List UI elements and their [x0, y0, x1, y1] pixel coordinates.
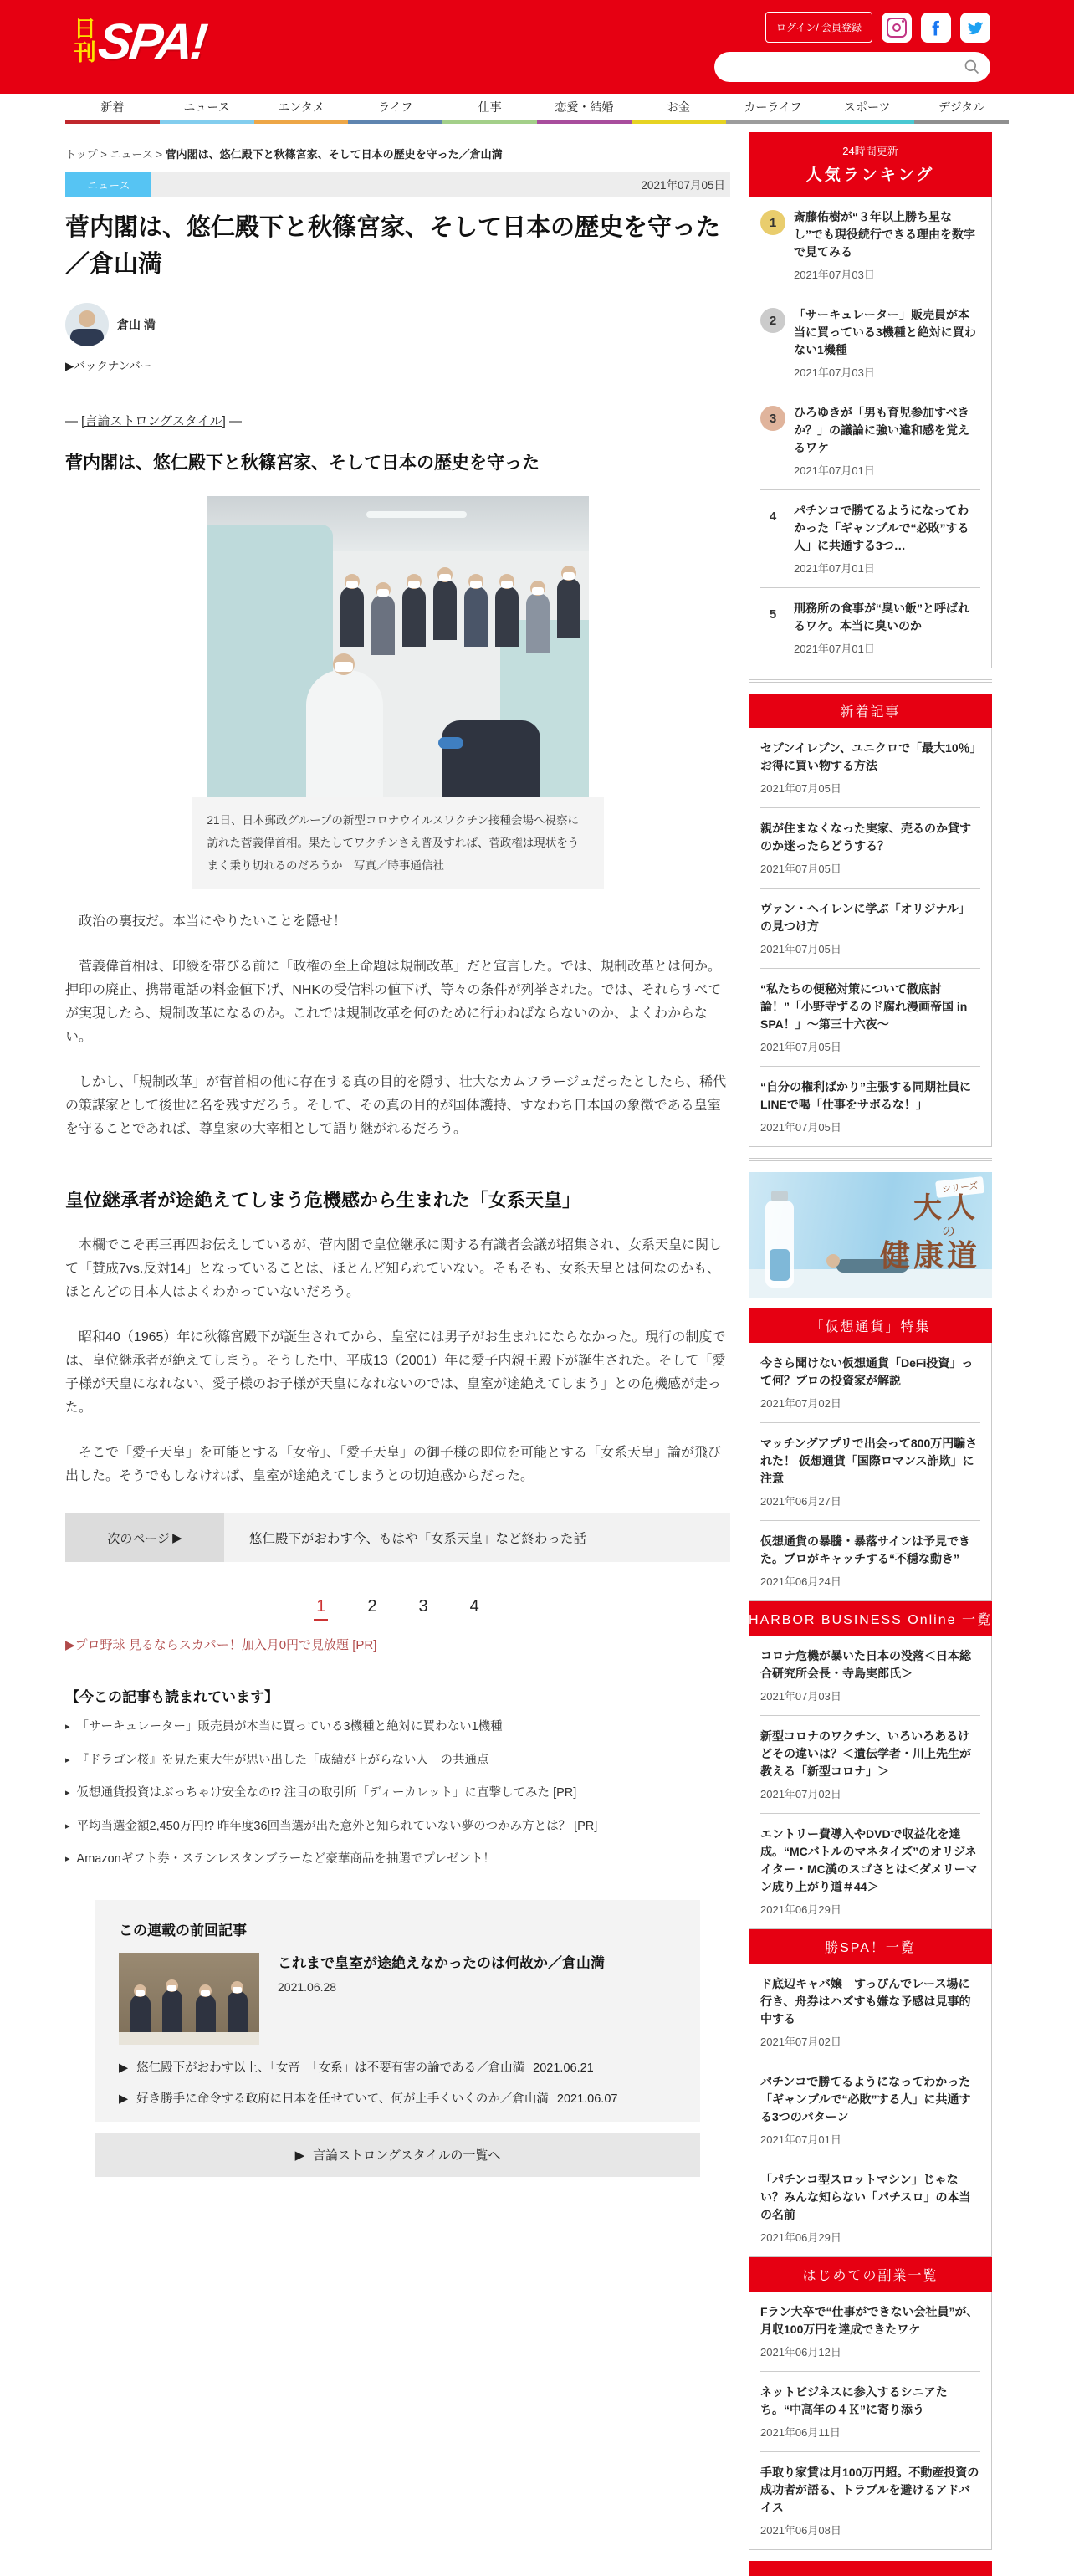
page-number-4[interactable]: 4 [469, 1597, 479, 1616]
list-item[interactable] [760, 2061, 980, 2159]
series-article-date: 2021.06.07 [556, 2092, 618, 2106]
person-figure [340, 586, 364, 647]
ranking-item-2[interactable] [760, 294, 980, 392]
author-name[interactable]: 倉山 満 [117, 318, 156, 331]
ranking-item-1[interactable] [760, 197, 980, 294]
series-article-row[interactable] [119, 2058, 677, 2076]
also-read-item[interactable] [65, 1815, 730, 1839]
nav-item-money[interactable]: お金 [632, 94, 726, 124]
triangle-icon: ▶ [65, 1638, 75, 1652]
ranking-item-title: 「サーキュレーター」販売員が本当に買っている3機種と絶対に買わない1機種 [794, 308, 976, 356]
previous-article-date: 2021.06.28 [278, 1980, 337, 1995]
page-title: 菅内閣は、悠仁殿下と秋篠宮家、そして日本の歴史を守った／倉山満 [65, 214, 721, 278]
ad-title-bottom: 健康道 [879, 1239, 980, 1273]
previous-article-main[interactable] [119, 1953, 677, 2045]
article-photo [207, 496, 589, 797]
ad-series-tag: シリーズ [935, 1176, 984, 1198]
nav-item-digital[interactable]: デジタル [914, 94, 1009, 124]
paragraph: そこで「愛子天皇」を可能とする「女帝」、「愛子天皇」の御子様の即位を可能とする「女系天皇」論が飛び出した。そうでもしなければ、皇室が途絶えてしまうとの切迫感からだった。 [65, 1446, 722, 1483]
author-block [65, 303, 730, 346]
paragraph: 本欄でこそ再三再四お伝えしているが、菅内閣で皇位継承に関する有識者会議が招集され、女系天皇に関して「賛成7vs.反対14」となっていることは、ほとんど知られていない。そもそも、女系天皇とは何なのかも、ほとんどの日本人はよくわかっていないだろう。 [65, 1238, 722, 1299]
twitter-icon[interactable] [960, 13, 990, 43]
person-figure [162, 1990, 182, 2033]
site-logo[interactable] [74, 13, 208, 69]
twitter-glyph [967, 19, 984, 36]
list-item[interactable] [760, 1716, 980, 1814]
triangle-icon: ▶ [172, 1531, 182, 1545]
person-figure [130, 1995, 151, 2033]
triangle-bullet-icon: ▸ [65, 1821, 70, 1831]
sidebar-bottom-header [749, 2561, 992, 2576]
rank-2-badge: 2 [760, 308, 785, 333]
person-figure [433, 580, 457, 640]
list-item[interactable] [760, 1067, 980, 1146]
list-item-title: マッチングアプリで出会って800万円騙された！ 仮想通貨「国際ロマンス詐欺」に注意 [760, 1437, 978, 1485]
person-figure [526, 593, 550, 653]
triangle-icon: ▶ [119, 2092, 129, 2106]
list-item-date: 2021年07月02日 [760, 1788, 841, 1800]
also-read-title: 平均当選金額2,450万円!? 昨年度36回当選が出た意外と知られていない夢のつかみ方とは？ [PR] [76, 1819, 598, 1833]
site-header [0, 0, 1074, 94]
series-article-title: 悠仁殿下がおわす以上、「女帝」「女系」は不要有害の論である／倉山満 [136, 2061, 525, 2075]
previous-article-heading: この連載の前回記事 [119, 1922, 247, 1938]
nav-item-news[interactable]: ニュース [160, 94, 254, 124]
list-item-date: 2021年07月02日 [760, 1397, 841, 1410]
category-row [65, 172, 730, 197]
list-item[interactable] [760, 1636, 980, 1716]
dash-left: ― [65, 414, 78, 428]
ranking-item-title: ひろゆきが「男も育児参加すべきか？」の議論に強い違和感を覚えるワケ [794, 406, 969, 454]
list-item-title: 手取り家賃は月100万円超。不動産投資の成功者が語る、トラブルを避けるアドバイス [760, 2466, 979, 2514]
also-read-heading: 【今この記事も読まれています】 [65, 1689, 279, 1705]
page-number-1[interactable]: 1 [314, 1597, 328, 1621]
photo-caption: 21日、日本郵政グループの新型コロナウイルスワクチン接種会場へ視察に訪れた菅義偉首相。果たしてワクチンさえ普及すれば、菅政権は現状をうまく乗り切れるのだろうか 写真／時事通信社 [192, 797, 604, 889]
article-date: 2021年07月05日 [641, 179, 725, 192]
pr-link-text: プロ野球 見るならスカパー！加入月0円で見放題 [PR] [74, 1638, 377, 1652]
article-column [65, 132, 730, 2576]
list-item-date: 2021年06月29日 [760, 1903, 841, 1916]
pr-banner-link[interactable] [65, 1636, 730, 1653]
list-item-title: 仮想通貨の暴騰・暴落サインは予見できた。プロがキャッチする“不穏な動き” [760, 1534, 971, 1565]
list-item[interactable] [760, 1343, 980, 1423]
list-item-date: 2021年06月27日 [760, 1495, 841, 1508]
also-read-item[interactable] [65, 1716, 730, 1739]
breadcrumb [65, 146, 730, 161]
also-read-title: 「サーキュレーター」販売員が本当に買っている3機種と絶対に買わない1機種 [76, 1720, 503, 1734]
login-button[interactable]: ログイン/ 会員登録 [765, 12, 872, 43]
list-item-title: ネットビジネスに参入するシニアたち。“中高年の４Ｋ”に寄り添う [760, 2385, 948, 2416]
ad-title-top: 大人 [913, 1193, 980, 1224]
ad-title-mid: の [941, 1224, 955, 1239]
page-number-3[interactable]: 3 [418, 1597, 428, 1616]
side-job-list [749, 2292, 992, 2550]
person-figure [557, 578, 580, 638]
nurse-figure [306, 670, 383, 797]
person-figure [495, 586, 519, 647]
photo-people-row [333, 573, 589, 655]
header-actions [765, 12, 990, 43]
breadcrumb-section[interactable]: ニュース [110, 148, 153, 161]
list-item[interactable] [760, 2372, 980, 2452]
side-job-section-header: はじめての副業一覧 [749, 2257, 992, 2292]
instagram-icon[interactable] [882, 13, 912, 43]
kachi-spa-list [749, 1964, 992, 2257]
sidebar-divider [749, 679, 992, 683]
list-item-date: 2021年06月29日 [760, 2231, 841, 2244]
sidebar-divider [749, 1158, 992, 1161]
section-heading: 皇位継承者が途絶えてしまう危機感から生まれた「女系天皇」 [65, 1190, 581, 1211]
next-page-link[interactable]: 悠仁殿下がおわす今、もはや「女系天皇」など終わった話 [224, 1513, 730, 1562]
ranking-item-date: 2021年07月03日 [794, 269, 875, 281]
person-figure [228, 1991, 248, 2033]
harbor-list [749, 1636, 992, 1929]
list-item-title: “私たちの便秘対策について徹底討論！”「小野寺ずるのド腐れ漫画帝国 in SPA！」～第三十六夜～ [760, 982, 968, 1031]
harbor-section-header: HARBOR BUSINESS Online 一覧 [749, 1601, 992, 1636]
nav-item-new[interactable]: 新着 [65, 94, 160, 124]
ranking-item-title: パチンコで勝てるようになってわかった「ギャンブルで“必敗”する人」に共通する3つ… [794, 504, 969, 552]
list-item-title: “自分の権利ばかり”主張する同期社員にLINEで喝「仕事をサボるな！」 [760, 1080, 971, 1111]
list-item-date: 2021年06月11日 [760, 2426, 841, 2439]
ranking-title: 人気ランキング [806, 166, 935, 184]
nav-item-entame[interactable]: エンタメ [254, 94, 349, 124]
breadcrumb-home[interactable]: トップ [65, 148, 98, 161]
dash-right: ― [228, 414, 242, 428]
list-item[interactable] [760, 808, 980, 889]
author-avatar[interactable] [65, 303, 109, 346]
category-badge[interactable]: ニュース [65, 172, 151, 197]
triangle-bullet-icon: ▸ [65, 1754, 70, 1765]
photo-block [192, 496, 604, 889]
series-article-title: 好き勝手に命令する政府に日本を任せていて、何が上手くいくのか／倉山満 [136, 2092, 549, 2106]
facebook-icon[interactable] [921, 13, 951, 43]
ranking-item-5[interactable] [760, 588, 980, 668]
list-item-date: 2021年06月24日 [760, 1575, 841, 1588]
list-item-title: 今さら聞けない仮想通貨「DeFi投資」って何？プロの投資家が解説 [760, 1356, 974, 1387]
rank-3-badge: 3 [760, 406, 785, 431]
main-nav [65, 94, 1009, 124]
page-body [65, 132, 1074, 2576]
triangle-icon: ▶ [294, 2148, 305, 2163]
list-item-date: 2021年07月05日 [760, 1041, 841, 1053]
next-page-text: 次のページ [107, 1531, 171, 1546]
list-item-date: 2021年07月05日 [760, 863, 841, 875]
article-subtitle: 菅内閣は、悠仁殿下と秋篠宮家、そして日本の歴史を守った [65, 453, 540, 473]
sidebar [749, 132, 992, 2576]
series-article-date: 2021.06.21 [533, 2061, 594, 2075]
breadcrumb-sep: > [100, 148, 107, 161]
list-item-title: パチンコで勝てるようになってわかった「ギャンブルで“必敗”する人」に共通する3つのパターン [760, 2075, 971, 2123]
list-item-title: コロナ危機が暴いた日本の没落＜日本総合研究所会長・寺島実郎氏＞ [760, 1649, 971, 1680]
list-item-date: 2021年07月03日 [760, 1690, 841, 1703]
also-read-item[interactable] [65, 1749, 730, 1773]
rank-5-badge: 5 [769, 607, 777, 622]
search-input[interactable] [724, 59, 964, 74]
triangle-icon: ▶ [65, 360, 74, 372]
nav-item-work[interactable]: 仕事 [442, 94, 537, 124]
ranking-item-title: 斎藤佑樹が“３年以上勝ち星なし”でも現役続行できる理由を数字で見てみる [794, 210, 975, 259]
rank-4-badge: 4 [769, 509, 777, 524]
next-page-label [65, 1513, 224, 1562]
series-line [65, 412, 730, 429]
series-list-label: 言論ストロングスタイルの一覧へ [313, 2148, 501, 2164]
list-item[interactable] [760, 969, 980, 1067]
series-link[interactable]: [言論ストロングスタイル] [81, 414, 226, 428]
facebook-glyph [928, 19, 944, 36]
list-item[interactable] [760, 1423, 980, 1521]
ad-title [880, 1180, 980, 1273]
previous-article-box [95, 1900, 700, 2122]
nav-item-carlife[interactable]: カーライフ [726, 94, 821, 124]
series-list-link[interactable] [95, 2133, 700, 2177]
list-item[interactable] [760, 1521, 980, 1600]
photo-ceiling-light [366, 511, 467, 518]
search-bar [714, 52, 990, 82]
crypto-list [749, 1343, 992, 1601]
paragraph: 昭和40（1965）年に秋篠宮殿下が誕生されてから、皇室には男子がお生まれにならなかった。現行の制度では、皇位継承者が絶えてしまう。そうした中、平成13（2001）年に愛子内親王殿下が誕生された。そして「愛子様が天皇になれない、愛子様のお子様が天皇になれないのでは、皇室が途絶えてしまう」との危機感が走った。 [65, 1330, 726, 1415]
next-page-row [65, 1513, 730, 1562]
triangle-bullet-icon: ▸ [65, 1788, 70, 1799]
series-article-row[interactable] [119, 2089, 677, 2107]
nav-item-love[interactable]: 恋愛・結婚 [537, 94, 632, 124]
health-series-ad-banner[interactable] [749, 1172, 992, 1298]
new-articles-list [749, 728, 992, 1147]
ranking-item-date: 2021年07月03日 [794, 366, 875, 379]
list-item-date: 2021年07月05日 [760, 782, 841, 795]
breadcrumb-sep: > [156, 148, 163, 161]
also-read-title: Amazonギフト券・ステンレスタンブラーなど豪華商品を抽選でプレゼント！ [76, 1852, 495, 1867]
list-item-title: ヴァン・ヘイレンに学ぶ「オリジナル」の見つけ方 [760, 902, 970, 933]
list-item-date: 2021年07月05日 [760, 1121, 841, 1134]
breadcrumb-current: 菅内閣は、悠仁殿下と秋篠宮家、そして日本の歴史を守った／倉山満 [165, 148, 503, 161]
list-item[interactable] [760, 1964, 980, 2061]
triangle-icon: ▶ [119, 2061, 129, 2075]
ranking-item-3[interactable] [760, 392, 980, 490]
list-item-date: 2021年07月02日 [760, 2036, 841, 2048]
person-figure [196, 1995, 216, 2033]
also-read-title: 仮想通貨投資はぶっちゃけ安全なの!? 注目の取引所「ディーカレット」に直撃してみた [PR] [76, 1786, 577, 1800]
ranking-subtitle: 24時間更新 [842, 145, 898, 157]
paragraph: 菅義偉首相は、印綬を帯びる前に「政権の至上命題は規制改革」だと宣言した。では、規制改革とは何か。押印の廃止、携帯電話の料金値下げ、NHKの受信料の値下げ、等々の条件が列挙された。では、それらすべてが実現したら、規制改革になるのか。これでは規制改革を何のために行わねばならないのか、よくわからない。 [65, 960, 722, 1044]
logo-nikkan-text: 日刊 [74, 17, 96, 65]
person-figure [402, 586, 426, 647]
page-number-2[interactable]: 2 [367, 1597, 377, 1616]
also-read-title: 『ドラゴン桜』を見た東大生が思い出した「成績が上がらない人」の共通点 [76, 1753, 489, 1767]
kachi-spa-section-header: 勝SPA！一覧 [749, 1929, 992, 1964]
ranking-item-title: 刑務所の食事が“臭い飯”と呼ばれるワケ。本当に臭いのか [794, 602, 969, 632]
also-read-item[interactable] [65, 1848, 730, 1872]
list-item[interactable] [760, 2452, 980, 2549]
ranking-item-date: 2021年07月01日 [794, 643, 875, 655]
nav-item-life[interactable]: ライフ [348, 94, 442, 124]
also-read-block [65, 1685, 730, 1872]
list-item-title: 「パチンコ型スロットマシン」じゃない？みんな知らない「パチスロ」の本当の名前 [760, 2173, 971, 2221]
backnumber-link[interactable] [65, 356, 730, 373]
instagram-glyph [887, 18, 907, 38]
person-figure [371, 595, 395, 655]
person-figure [464, 586, 488, 647]
patient-figure [442, 720, 540, 797]
nav-item-sports[interactable]: スポーツ [820, 94, 914, 124]
water-bottle-shape [765, 1201, 794, 1288]
previous-article-thumbnail[interactable] [119, 1953, 259, 2045]
ranking-header [749, 132, 992, 197]
rank-1-badge: 1 [760, 210, 785, 235]
list-item-title: ド底辺キャバ嬢 すっぴんでレース場に行き、舟券はハズすも嫌な予感は見事的中する [760, 1977, 971, 2025]
pagination [65, 1597, 730, 1621]
list-item-title: エントリー費導入やDVDで収益化を達成。“MCバトルのマネタイズ”のオリジネイター・MC漢のスゴさとは＜ダメリーマン成り上がり道＃44＞ [760, 1827, 978, 1893]
triangle-bullet-icon: ▸ [65, 1854, 70, 1865]
paragraph: しかし、「規制改革」が菅首相の他に存在する真の目的を隠す、壮大なカムフラージュだったとしたら、稀代の策謀家として後世に名を残すだろう。そして、その真の目的が国体護持、すなわち日本国の象徴である皇室を守ることであれば、尊皇家の大宰相として語り継がれるだろう。 [65, 1075, 727, 1136]
previous-article-text [278, 1953, 605, 2045]
new-articles-header: 新着記事 [749, 694, 992, 728]
ranking-item-4[interactable] [760, 490, 980, 588]
list-item-title: 親が住まなくなった実家、売るのか貸すのか迷ったらどうする？ [760, 822, 971, 853]
list-item[interactable] [760, 2159, 980, 2256]
search-icon[interactable] [964, 59, 980, 75]
logo-spa-text: SPA! [95, 13, 208, 69]
list-item-date: 2021年06月12日 [760, 2346, 841, 2358]
list-item-title: セブンイレブン、ユニクロで「最大10％」お得に買い物する方法 [760, 741, 976, 772]
paragraph: 政治の裏技だ。本当にやりたいことを隠せ！ [65, 914, 347, 929]
ranking-item-date: 2021年07月01日 [794, 562, 875, 575]
crypto-section-header: 「仮想通貨」特集 [749, 1308, 992, 1343]
list-item-title: Fラン大卒で“仕事ができない会社員”が、月収100万円を達成できたワケ [760, 2305, 979, 2336]
list-item[interactable] [760, 728, 980, 808]
list-item-date: 2021年06月08日 [760, 2524, 841, 2537]
list-item-title: 新型コロナのワクチン、いろいろあるけどその違いは？＜遺伝学者・川上先生が教える「新型コロナ」＞ [760, 1729, 971, 1778]
list-item[interactable] [760, 2292, 980, 2372]
also-read-item[interactable] [65, 1782, 730, 1805]
table-shape [119, 2032, 259, 2045]
list-item[interactable] [760, 889, 980, 969]
list-item[interactable] [760, 1814, 980, 1928]
gloved-hand [438, 737, 463, 749]
backnumber-label: バックナンバー [74, 360, 152, 372]
list-item-date: 2021年07月05日 [760, 943, 841, 955]
previous-article-title[interactable]: これまで皇室が途絶えなかったのは何故か／倉山満 [278, 1954, 605, 1971]
ranking-item-date: 2021年07月01日 [794, 464, 875, 477]
ranking-list [749, 197, 992, 668]
triangle-bullet-icon: ▸ [65, 1722, 70, 1732]
list-item-date: 2021年07月01日 [760, 2133, 841, 2146]
